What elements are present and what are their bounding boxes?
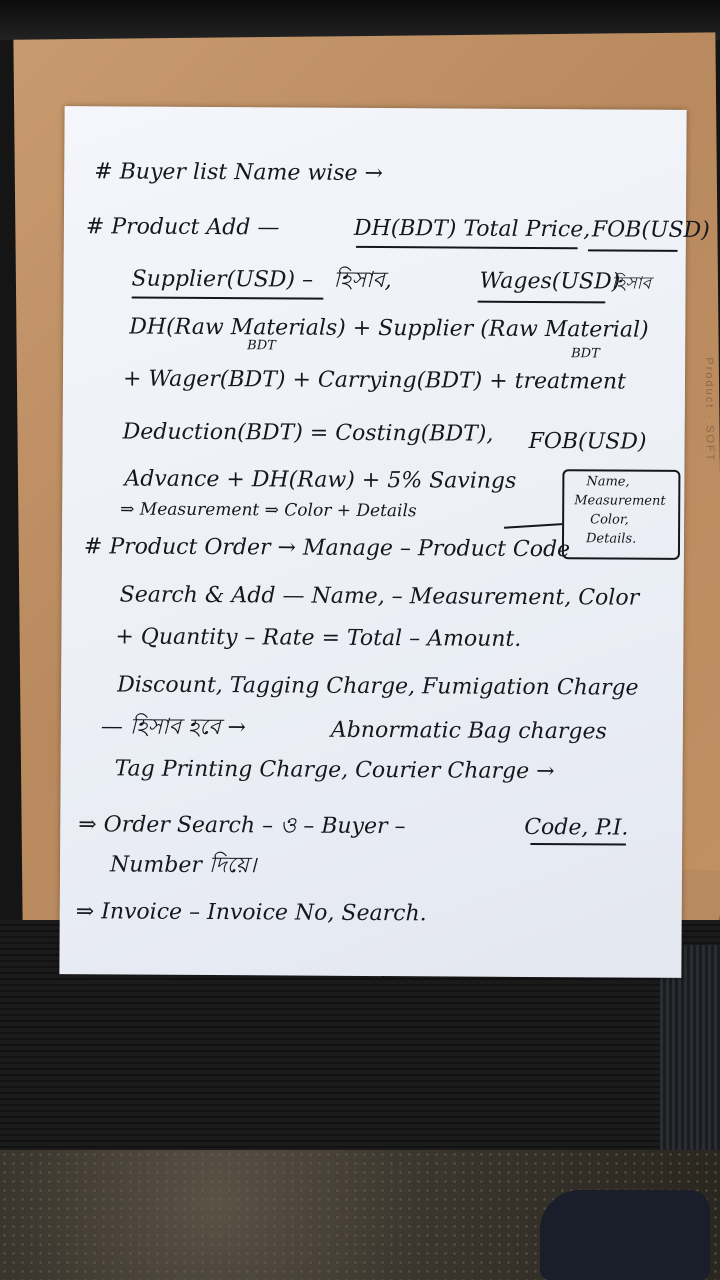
note-line-order-search: ⇒ Order Search – ও – Buyer –: [78, 812, 406, 840]
note-line-supplier-usd: Supplier(USD) –: [131, 266, 314, 293]
note-wages-usd: Wages(USD): [479, 268, 621, 295]
note-line-tag-printing: Tag Printing Charge, Courier Charge →: [114, 756, 555, 785]
note-line-wager-carrying: + Wager(BDT) + Carrying(BDT) + treatment: [122, 366, 626, 395]
underline-supplier: [131, 297, 323, 300]
dark-shoe: [540, 1190, 710, 1280]
note-line-invoice: ⇒ Invoice – Invoice No, Search.: [75, 899, 427, 927]
underline-wages: [477, 301, 605, 304]
note-line-deduction-costing: Deduction(BDT) = Costing(BDT),: [122, 419, 494, 447]
note-supplier-raw-bdt: BDT: [571, 346, 600, 362]
note-raw-materials-bdt: BDT: [247, 338, 276, 354]
box-item-color: Color,: [590, 512, 629, 528]
note-line-discount-charges: Discount, Tagging Charge, Fumigation Charge: [117, 672, 639, 701]
underline-fob: [588, 249, 678, 252]
box-item-details: Details.: [585, 531, 637, 547]
note-costing-fob: FOB(USD): [528, 428, 647, 455]
box-item-measurement: Measurement: [574, 493, 666, 509]
chair-fabric: [660, 945, 720, 1175]
note-product-add-fob: FOB(USD): [591, 217, 710, 244]
note-supplier-hisab: হিসাব,: [333, 267, 392, 294]
note-line-product-add: # Product Add —: [85, 214, 280, 241]
underline-code: [530, 843, 626, 846]
note-line-raw-materials: DH(Raw Materials) + Supplier (Raw Material): [129, 314, 649, 343]
note-abnormatic-bag: Abnormatic Bag charges: [330, 717, 607, 745]
underline-dh-total: [356, 246, 578, 249]
envelope-print-text: Product · SOFT: [702, 357, 716, 463]
note-product-add-dh-total: DH(BDT) Total Price,: [353, 215, 591, 243]
box-item-name: Name,: [586, 474, 630, 490]
note-line-advance: Advance + DH(Raw) + 5% Savings: [124, 466, 517, 494]
note-line-quantity-rate: + Quantity – Rate = Total – Amount.: [115, 624, 522, 652]
note-code-pi: Code, P.I.: [524, 814, 629, 841]
note-line-number: Number দিয়ে।: [109, 852, 257, 879]
note-line-measurement-color: ⇒ Measurement ⇒ Color + Details: [120, 499, 417, 522]
note-line-buyer-list: # Buyer list Name wise →: [94, 159, 384, 187]
note-line-search-add: Search & Add — Name, – Measurement, Color: [119, 582, 640, 611]
arrow-to-box: [504, 523, 562, 529]
note-line-hisab-hobe: — হিসাব হবে →: [100, 714, 247, 741]
note-wages-hisab: হিসাব: [611, 273, 652, 294]
note-line-product-order: # Product Order → Manage – Product Code: [83, 534, 571, 563]
